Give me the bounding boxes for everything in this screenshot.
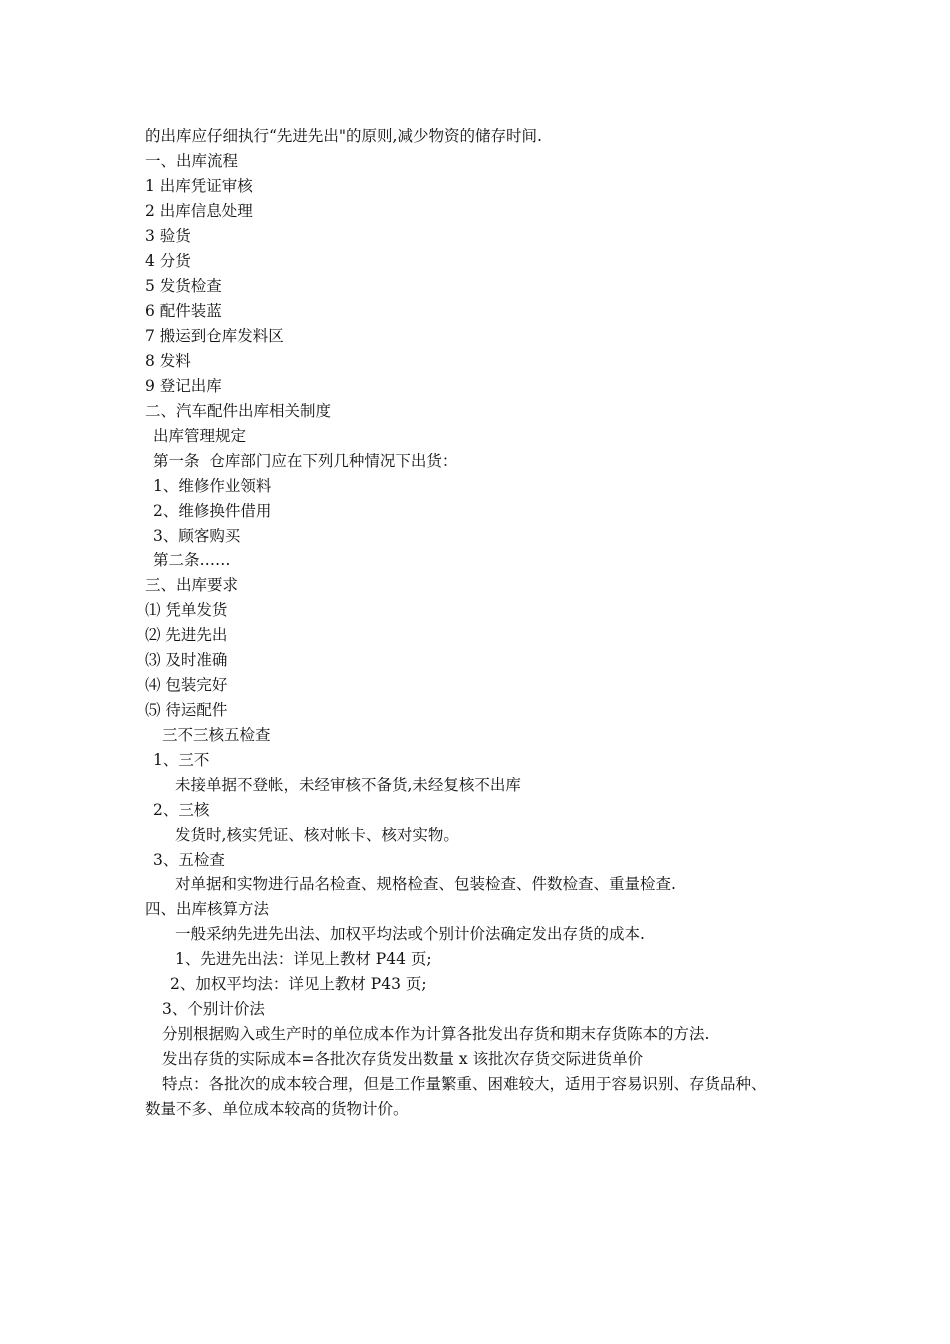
list-item: 3、个别计价法 — [162, 1000, 265, 1018]
text-line: 分别根据购入或生产时的单位成本作为计算各批发出存货和期末存货陈本的方法. — [162, 1025, 710, 1043]
subheading: 出库管理规定 — [153, 427, 247, 445]
list-item: 1 出库凭证审核 — [145, 177, 253, 195]
list-item: 2、加权平均法：详见上教材 P43 页; — [170, 975, 427, 993]
list-item: 3 验货 — [145, 227, 191, 245]
list-item: 3、五检查 — [153, 851, 225, 869]
text-line: 发货时,核实凭证、核对帐卡、核对实物。 — [175, 826, 459, 844]
list-item: ⑷ 包装完好 — [145, 676, 228, 694]
subheading: 三不三核五检查 — [162, 726, 271, 744]
text-line: 未接单据不登帐，未经审核不备货,未经复核不出库 — [175, 776, 521, 794]
list-item: 1、先进先出法：详见上教材 P44 页; — [175, 950, 432, 968]
list-item: 4 分货 — [145, 252, 191, 270]
list-item: ⑸ 待运配件 — [145, 701, 228, 719]
text-line: 一般采纳先进先出法、加权平均法或个别计价法确定发出存货的成本. — [175, 925, 645, 943]
text-line: 的出库应仔细执行“先进先出"的原则,减少物资的储存时间. — [145, 127, 542, 145]
list-item: 2、维修换件借用 — [153, 502, 272, 520]
list-item: 1、三不 — [153, 751, 210, 769]
text-line: 第一条 仓库部门应在下列几种情况下出货： — [153, 452, 458, 470]
text-line: 第二条…… — [153, 551, 231, 569]
text-line: 对单据和实物进行品名检查、规格检查、包装检查、件数检查、重量检查. — [175, 875, 676, 893]
section-heading: 三、出库要求 — [145, 576, 239, 594]
list-item: 7 搬运到仓库发料区 — [145, 327, 284, 345]
list-item: 5 发货检查 — [145, 277, 222, 295]
list-item: 1、维修作业领料 — [153, 477, 272, 495]
section-heading: 四、出库核算方法 — [145, 900, 270, 918]
section-heading: 一、出库流程 — [145, 152, 239, 170]
list-item: 2、三核 — [153, 801, 210, 819]
list-item: ⑵ 先进先出 — [145, 626, 228, 644]
list-item: 6 配件装蓝 — [145, 302, 222, 320]
list-item: ⑶ 及时准确 — [145, 651, 228, 669]
list-item: 2 出库信息处理 — [145, 202, 253, 220]
text-line: 特点：各批次的成本较合理，但是工作量繁重、困难较大，适用于容易识别、存货品种、 — [162, 1075, 767, 1093]
text-line: 数量不多、单位成本较高的货物计价。 — [145, 1100, 409, 1118]
list-item: 9 登记出库 — [145, 377, 222, 395]
list-item: 8 发料 — [145, 352, 191, 370]
list-item: 3、顾客购买 — [153, 527, 241, 545]
text-line: 发出存货的实际成本=各批次存货发出数量 x 该批次存货交际进货单价 — [162, 1050, 644, 1068]
section-heading: 二、汽车配件出库相关制度 — [145, 402, 332, 420]
list-item: ⑴ 凭单发货 — [145, 601, 228, 619]
